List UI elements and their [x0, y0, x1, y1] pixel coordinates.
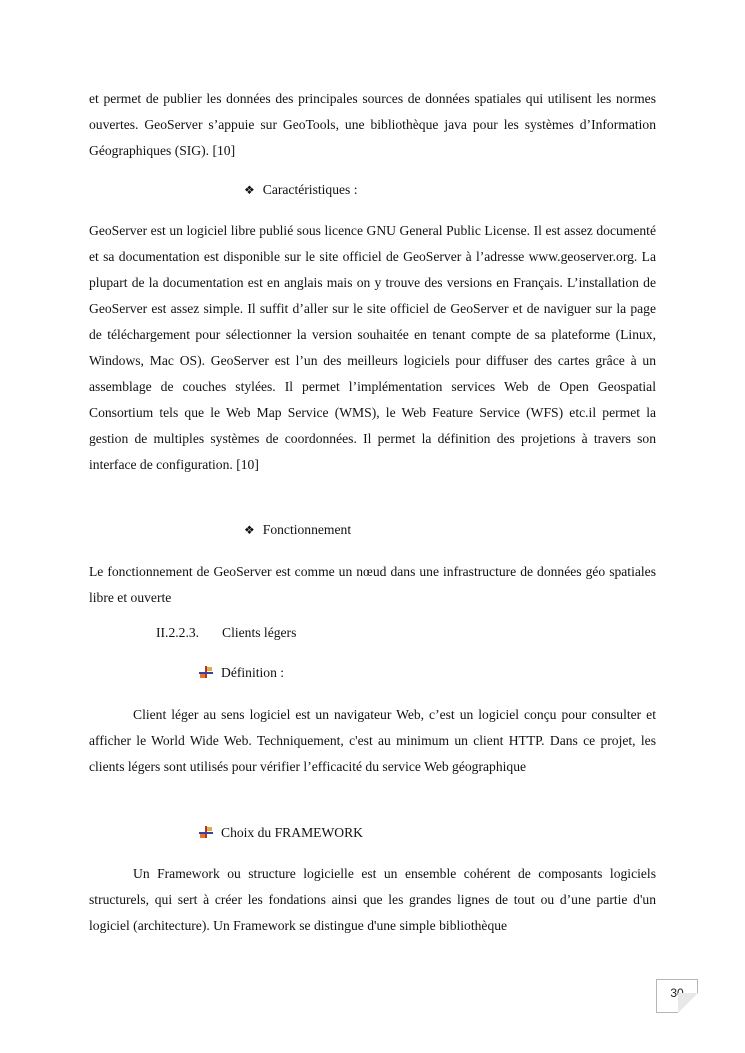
bullet-definition [199, 663, 284, 683]
diamond-bullet-icon: ❖ [244, 183, 255, 197]
section-number: II.2.2.3. [156, 625, 200, 640]
bullet-caracteristiques [244, 180, 358, 200]
section-title: Clients légers [222, 625, 297, 640]
bullet-fonctionnement-label: Fonctionnement [262, 522, 352, 537]
diamond-bullet-icon: ❖ [244, 523, 255, 537]
bullet-framework [199, 823, 363, 843]
bullet-framework-label: Choix du FRAMEWORK [221, 825, 363, 840]
section-heading [156, 623, 296, 643]
paragraph-caracteristiques: GeoServer est un logiciel libre publié sous licence GNU General Public License. Il est assez documenté et sa documentation est disponible sur le site officiel de GeoServer à l’adresse www.geoserver.org. La plupart de la documentation est en anglais mais on y trouve des versions en Français. L’installation de GeoServer est assez simple. Il suffit d’aller sur le site officiel de GeoServer et de naviguer sur la page de téléchargement pour sélectionner la version souhaitée en tenant compte de sa plateforme (Linux, Windows, Mac OS). GeoServer est l’un des meilleurs logiciels pour diffuser des cartes grâce à un assemblage de couches stylées. Il permet l’implémentation services Web de Open Geospatial Consortium tels que le Web Map Service (WMS), le Web Feature Service (WFS) etc.il permet la gestion de multiples systèmes de coordonnées. Il permet la définition des projetions à travers son interface de configuration. [10] [89, 223, 656, 472]
bullet-fonctionnement [244, 520, 351, 540]
bullet-definition-label: Définition : [221, 665, 285, 680]
page-number-label: 30 [670, 986, 684, 1000]
paragraph-geoserver-intro: et permet de publier les données des principales sources de données spatiales qui utilisent les normes ouvertes. GeoServer s’appuie sur GeoTools, une bibliothèque java pour les systèmes d’Information Géographiques (SIG). [10] [89, 91, 656, 158]
paragraph-framework: Un Framework ou structure logicielle est un ensemble cohérent de composants logiciels structurels, qui sert à créer les fondations ainsi que les grandes lignes de tout ou d’une partie d'un logiciel (architecture). Un Framework se distingue d'une simple bibliothèque [89, 866, 656, 933]
paragraph-definition: Client léger au sens logiciel est un navigateur Web, c’est un logiciel conçu pour consulter et afficher le World Wide Web. Techniquement, c'est au minimum un client HTTP. Dans ce projet, les clients légers sont utilisés pour vérifier l’efficacité du service Web géographique [89, 707, 656, 774]
flag-bullet-icon [199, 666, 213, 678]
flag-bullet-icon [199, 826, 213, 838]
page-fold-icon [678, 993, 698, 1013]
bullet-caracteristiques-label: Caractéristiques : [262, 182, 358, 197]
page-number [656, 979, 698, 1013]
paragraph-fonctionnement: Le fonctionnement de GeoServer est comme un nœud dans une infrastructure de données géo spatiales libre et ouverte [89, 564, 656, 605]
